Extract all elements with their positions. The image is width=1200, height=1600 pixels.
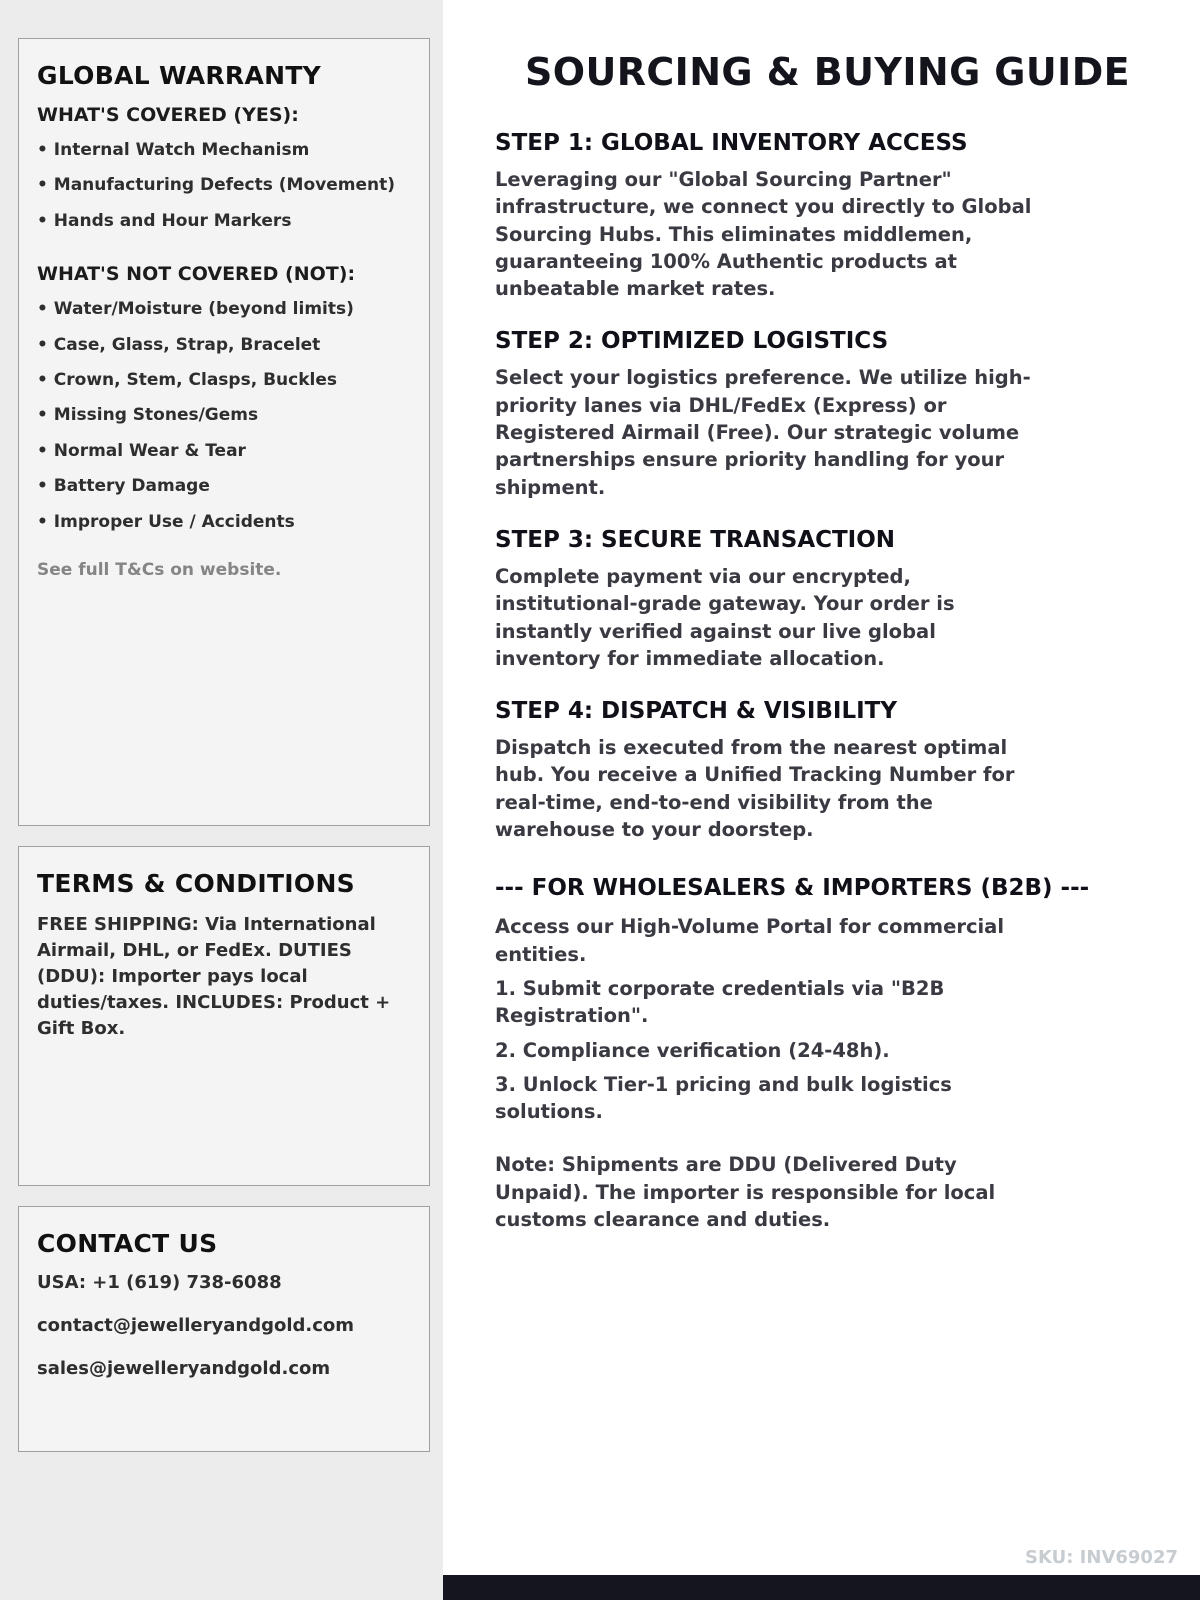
not-covered-list (37, 299, 411, 532)
step-3-body: Complete payment via our encrypted, institutional-grade gateway. Your order is instantly verified against our live global inventory for immediate allocation. (495, 564, 955, 670)
b2b-section (495, 875, 1160, 1233)
not-covered-item: • Case, Glass, Strap, Bracelet (37, 335, 411, 355)
not-covered-heading: WHAT'S NOT COVERED (NOT): (37, 263, 356, 286)
step-4 (495, 698, 1160, 843)
contact-title: CONTACT US (37, 1229, 218, 1258)
terms-body: FREE SHIPPING: Via International Airmail, DHL, or FedEx. DUTIES (DDU): Importer pays local duties/taxes. INCLUDES: Product + Gift Box. (37, 914, 391, 1040)
bottom-bar (443, 1575, 1200, 1600)
covered-item: • Internal Watch Mechanism (37, 140, 411, 160)
step-2-body: Select your logistics preference. We utilize high-priority lanes via DHL/FedEx (Express) or Registered Airmail (Free). Our strategic volume partnerships ensure priority handling for your shipment. (495, 366, 1031, 499)
step-1-heading: STEP 1: GLOBAL INVENTORY ACCESS (495, 130, 968, 156)
terms-title: TERMS & CONDITIONS (37, 869, 355, 898)
covered-list (37, 140, 411, 231)
not-covered-item: • Crown, Stem, Clasps, Buckles (37, 370, 411, 390)
page-title: SOURCING & BUYING GUIDE (525, 50, 1130, 94)
warranty-title: GLOBAL WARRANTY (37, 61, 322, 90)
step-1-body: Leveraging our "Global Sourcing Partner" infrastructure, we connect you directly to Global Sourcing Hubs. This eliminates middlemen, guaranteeing 100% Authentic products at unbeatable market rates. (495, 168, 1032, 301)
contact-email-sales: sales@jewelleryandgold.com (37, 1358, 331, 1379)
not-covered-item: • Normal Wear & Tear (37, 441, 411, 461)
contact-email-primary: contact@jewelleryandgold.com (37, 1315, 355, 1336)
step-4-body: Dispatch is executed from the nearest optimal hub. You receive a Unified Tracking Number for real-time, end-to-end visibility from the warehouse to your doorstep. (495, 736, 1015, 842)
main-content (443, 0, 1200, 1600)
covered-heading: WHAT'S COVERED (YES): (37, 104, 299, 126)
b2b-item: 3. Unlock Tier-1 pricing and bulk logistics solutions. (495, 1072, 952, 1124)
terms-panel (18, 846, 430, 1186)
sidebar (0, 0, 443, 1600)
sku-label: SKU: INV69027 (1025, 1547, 1178, 1568)
b2b-note: Note: Shipments are DDU (Delivered Duty Unpaid). The importer is responsible for local customs clearance and duties. (495, 1153, 996, 1232)
not-covered-item: • Water/Moisture (beyond limits) (37, 299, 411, 319)
b2b-item: 2. Compliance verification (24-48h). (495, 1038, 890, 1062)
covered-item: • Hands and Hour Markers (37, 211, 411, 231)
step-2 (495, 328, 1160, 500)
covered-item: • Manufacturing Defects (Movement) (37, 175, 411, 195)
not-covered-item: • Improper Use / Accidents (37, 512, 411, 532)
step-2-heading: STEP 2: OPTIMIZED LOGISTICS (495, 328, 889, 355)
step-3-heading: STEP 3: SECURE TRANSACTION (495, 526, 896, 553)
b2b-item: 1. Submit corporate credentials via "B2B Registration". (495, 976, 945, 1028)
step-3 (495, 527, 1160, 672)
not-covered-item: • Missing Stones/Gems (37, 405, 411, 425)
contact-phone: USA: +1 (619) 738-6088 (37, 1272, 282, 1293)
warranty-panel (18, 38, 430, 826)
step-1 (495, 130, 1160, 302)
step-4-heading: STEP 4: DISPATCH & VISIBILITY (495, 698, 898, 725)
b2b-heading: --- FOR WHOLESALERS & IMPORTERS (B2B) --- (495, 875, 1090, 902)
contact-panel (18, 1206, 430, 1452)
not-covered-item: • Battery Damage (37, 476, 411, 496)
b2b-intro: Access our High-Volume Portal for commercial entities. (495, 915, 1005, 966)
warranty-footnote: See full T&Cs on website. (37, 559, 282, 580)
